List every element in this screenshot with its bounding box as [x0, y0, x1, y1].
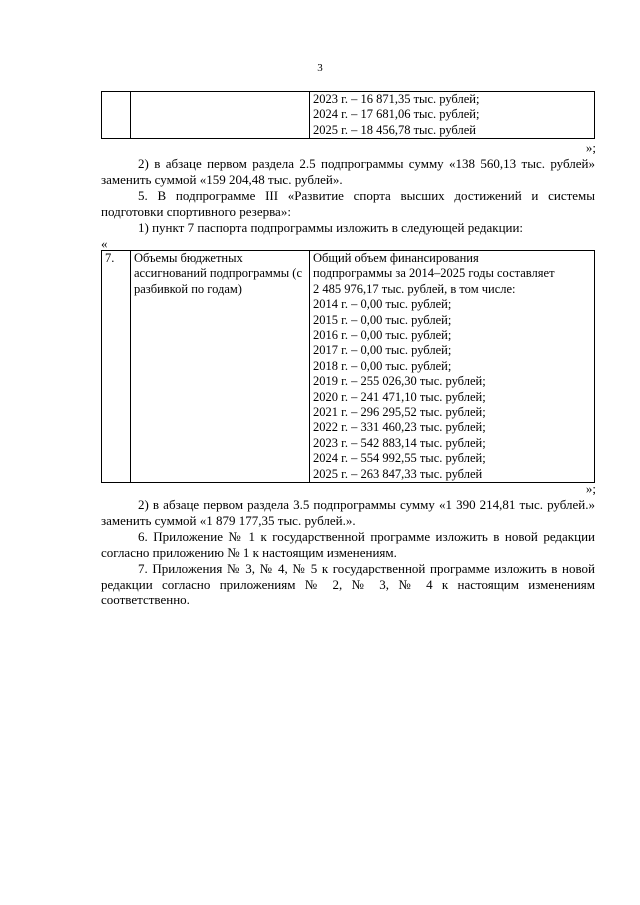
closing-quote: »; — [585, 481, 596, 496]
funding-line: 2021 г. – 296 295,52 тыс. рублей; — [313, 405, 486, 420]
table-continuation — [101, 91, 595, 139]
closing-quote: »; — [585, 140, 596, 155]
table-cell-label — [131, 92, 310, 139]
funding-line: 2023 г. – 16 871,35 тыс. рублей; — [313, 92, 480, 106]
page-number: 3 — [317, 62, 323, 74]
funding-line: Общий объем финансирования — [313, 251, 479, 265]
funding-line: 2014 г. – 0,00 тыс. рублей; — [313, 297, 452, 312]
funding-line: 2015 г. – 0,00 тыс. рублей; — [313, 312, 452, 327]
paragraph-2-section-2-5: 2) в абзаце первом раздела 2.5 подпрограммы сумму «138 560,13 тыс. рублей» заменить суммой «159 204,48 тыс. рублей». — [101, 156, 595, 187]
paragraph-5-subprogram-3: 5. В подпрограмме III «Развитие спорта высших достижений и системы подготовки спортивного резерва»: — [101, 188, 595, 219]
table-cell-label: Объемы бюджетных ассигнований подпрограммы (с разбивкой по годам) — [131, 251, 310, 483]
table-cell-values — [310, 251, 595, 483]
paragraph-6-appendix-1: 6. Приложение № 1 к государственной программе изложить в новой редакции согласно приложению № 1 к настоящим изменениям. — [101, 529, 595, 560]
table-cell-number: 7. — [102, 251, 131, 483]
funding-line: 2023 г. – 542 883,14 тыс. рублей; — [313, 435, 486, 450]
table-passport-item-7 — [101, 250, 595, 483]
table-row — [102, 92, 595, 139]
funding-line: 2025 г. – 263 847,33 тыс. рублей — [313, 466, 483, 481]
table-cell-number — [102, 92, 131, 139]
table-row — [102, 251, 595, 483]
funding-line: подпрограммы за 2014–2025 годы составляет — [313, 266, 555, 281]
funding-line: 2020 г. – 241 471,10 тыс. рублей; — [313, 389, 486, 404]
funding-line: 2025 г. – 18 456,78 тыс. рублей — [313, 122, 476, 137]
paragraph-2-section-3-5: 2) в абзаце первом раздела 3.5 подпрограммы сумму «1 390 214,81 тыс. рублей.» заменить суммой «1 879 177,35 тыс. рублей.». — [101, 497, 595, 528]
funding-line: 2024 г. – 554 992,55 тыс. рублей; — [313, 451, 486, 466]
funding-line: 2019 г. – 255 026,30 тыс. рублей; — [313, 374, 486, 389]
funding-line: 2017 г. – 0,00 тыс. рублей; — [313, 343, 452, 358]
paragraph-7-appendices-3-4-5: 7. Приложения № 3, № 4, № 5 к государственной программе изложить в новой редакции согласно приложениям № 2, № 3, № 4 к настоящим изменениям соответственно. — [101, 561, 595, 607]
table-cell-values — [310, 92, 595, 139]
paragraph-1-passport-item-7: 1) пункт 7 паспорта подпрограммы изложить в следующей редакции: — [138, 220, 524, 235]
opening-quote: « — [101, 236, 108, 251]
funding-line: 2016 г. – 0,00 тыс. рублей; — [313, 328, 452, 343]
funding-line: 2022 г. – 331 460,23 тыс. рублей; — [313, 420, 486, 435]
funding-line: 2024 г. – 17 681,06 тыс. рублей; — [313, 107, 480, 122]
funding-line: 2 485 976,17 тыс. рублей, в том числе: — [313, 281, 516, 296]
funding-line: 2018 г. – 0,00 тыс. рублей; — [313, 358, 452, 373]
